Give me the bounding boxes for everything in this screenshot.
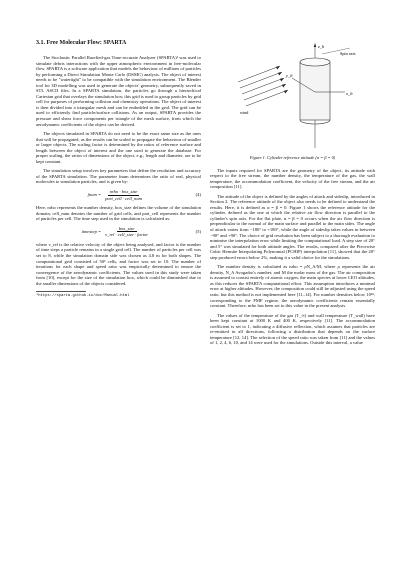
equation-number: (5): [195, 229, 201, 235]
right-column: [210, 40, 375, 350]
x-axis-label: x_b: [346, 91, 353, 96]
equation-denominator: part_cell · cell_num: [105, 195, 142, 201]
cylinder-figure: [210, 40, 375, 152]
cylinder-diagram: [210, 40, 375, 152]
z-axis-arrow: [314, 43, 316, 47]
wind-label: wind: [240, 110, 249, 115]
footnote-divider: [36, 291, 86, 292]
equation-lhs: timestep =: [81, 229, 102, 235]
left-column: [36, 40, 201, 299]
equation-fraction: [103, 189, 144, 201]
equation-number: (4): [195, 192, 201, 198]
paragraph: The Stochastic Parallel Rarefied-gas Time-accurate Analyzer (SPARTA)¹ was used to simulate debris interactions with the upper atmospheric environment in free-molecular flow. SPARTA is a software application that models the behaviour of millions of particles by performing a Direct Simulation Monte Carlo (DSMC) analysis. The object of interest needs to be "watertight" to be compatible with the simulation environment. The Blender tool for 3D modelling was used to generate the objects' geometry, subsequently saved in STL ASCII files. In a SPARTA simulation, the particles go through a hierarchical Cartesian grid that overlays the simulation box; this grid is used to group particles by grid cell for purposes of performing collision and chemistry operations. The object of interest is then divided into a triangular mesh and can be embedded in the grid. The grid can be used to efficiently find particle/surface collisions. As an output, SPARTA provides the pressure and shear force components per triangle of the mesh surface, from which the aerodynamic coefficients of the object can be derived.: [36, 55, 201, 127]
cylinder-top: [300, 58, 330, 66]
spin-axis-label: Spin axis: [340, 51, 356, 56]
equation-lhs: fnum =: [87, 192, 102, 198]
paragraph: where v_rel is the relative velocity of the object being analysed, and factor is the number of time steps a particle remains in a single grid cell. The number of particles per cell was set to 8, while the simulation domain side was chosen as 4.8 m for both shapes. The computational grid consisted of 50³ cells, and factor was set to 10. The number of iterations for each shape and speed ratio was empirically determined to ensure the convergence of the aerodynamic coefficients. The values used in this study were taken from [10], except for the size of the simulation box, which could be diminished due to the smaller dimensions of the objects considered.: [36, 241, 201, 286]
paragraph: The simulation setup involves key parameters that define the resolution and accuracy of the SPARTA simulation. The parameter fnum determines the ratio of real, physical molecules to simulation particles, and is given by:: [36, 168, 201, 185]
equation-4: [36, 189, 201, 201]
section-title: 3.1. Free Molecular Flow: SPARTA: [36, 40, 127, 46]
paragraph: The objects simulated in SPARTA do not need to be the exact same size as the ones that will be propagated, as the results can be scaled to propagate the behaviour of smaller or larger objects. The scaling factor is determined by the ratios of reference surface and length between the object of interest and the one used to generate the database. For proper scaling, the ratios of dimensions of the object, e.g., length and diameter, are to be kept constant.: [36, 131, 201, 164]
paragraph: Here, nrho represents the number density, box_size defines the volume of the simulation domain, cell_num denotes the number of grid cells, and part_cell represents the number of particles per cell. The time step used in the simulation is calculated as:: [36, 205, 201, 222]
y-axis-label: y_b: [286, 73, 293, 78]
paragraph: The values of the temperature of the gas (T_∞) and wall temperature (T_wall) have been kept constant at 1000 K and 400 K, respectively [11]. The accommodation coefficient is set to 1, indicating a diffusive reflection, which assumes that particles are re-emitted in all directions, following a distribution that depends on the surface temperature [12, 14]. The selection of the speed ratio was taken from [11] and the values of 1, 2, 4, 6, 10, and 14 were used for the simulations. Outside this interval, a value: [210, 312, 375, 346]
z-axis-label: z_b: [318, 44, 325, 49]
wind-arrowheads: [276, 66, 288, 94]
cylinder-body: [300, 62, 330, 120]
equation-numerator: nrho · box_size: [109, 189, 138, 195]
paragraph: The number density is calculated as nrho = ρN_A/M, where ρ represents the air density, N_A Avogadro's number, and M the molar mass of the gas. The air composition is assumed to consist entirely of atomic oxygen, the main species at lower LEO altitudes, as this reduces the SPARTA computational effort. This assumption introduces a minimal error at higher altitudes. However, the composition could still be adjusted using the speed ratio, but this method is not implemented here [11–14]. For number densities below 10¹⁸, corresponding to the FMF regime, the aerodynamic coefficients remain essentially constant. Therefore, nrho has been set to this value in the present analysis.: [210, 264, 375, 309]
equation-denominator: v_rel · cell_size · factor: [105, 232, 149, 238]
equation-5: [36, 226, 201, 238]
paragraph: The attitude of the object is defined by the angles of attack and sideslip, introduced in Section 2. The reference attitude of the object also needs to be defined to understand the results. Here, it is defined as α = β = 0. Figure 1 shows the reference attitude for the cylinder, defined as the one at which the relative air flow direction is parallel to the cylinder's spin axis. For the flat plate, α = β = 0 occurs when the air flow direction is perpendicular to the normal of the main surface and parallel to the main sides. The angle of attack varies from −180° to +180°, while the angle of sideslip takes values in between −90° and +90°. The choice of grid resolution has been subject to a thorough evaluation to minimise the interpolation error while limiting the computational load. A step size of 20° and 5° was simulated for both attitude angles. The results, compared after the Piecewise Cubic Hermite Interpolating Polynomial (PCHIP) interpolation [11], showed that the 20° step produced errors below 2%, making it a valid choice for the simulations.: [210, 193, 375, 260]
paragraph: The inputs required for SPARTA are the geometry of the object, its attitude with respect to the free stream, the number density, the temperature of the gas, the wall temperature, the accommodation coefficient, the velocity of the free stream, and the air composition [11].: [210, 167, 375, 190]
equation-numerator: box_size: [118, 225, 135, 231]
figure-caption: Figure 1. Cylinder reference attitude (α = β = 0): [249, 155, 336, 160]
equation-fraction: [103, 226, 150, 238]
wind-arrows: [238, 66, 288, 106]
footnote: ¹https://sparta.github.io/doc/Manual.html: [36, 294, 130, 299]
